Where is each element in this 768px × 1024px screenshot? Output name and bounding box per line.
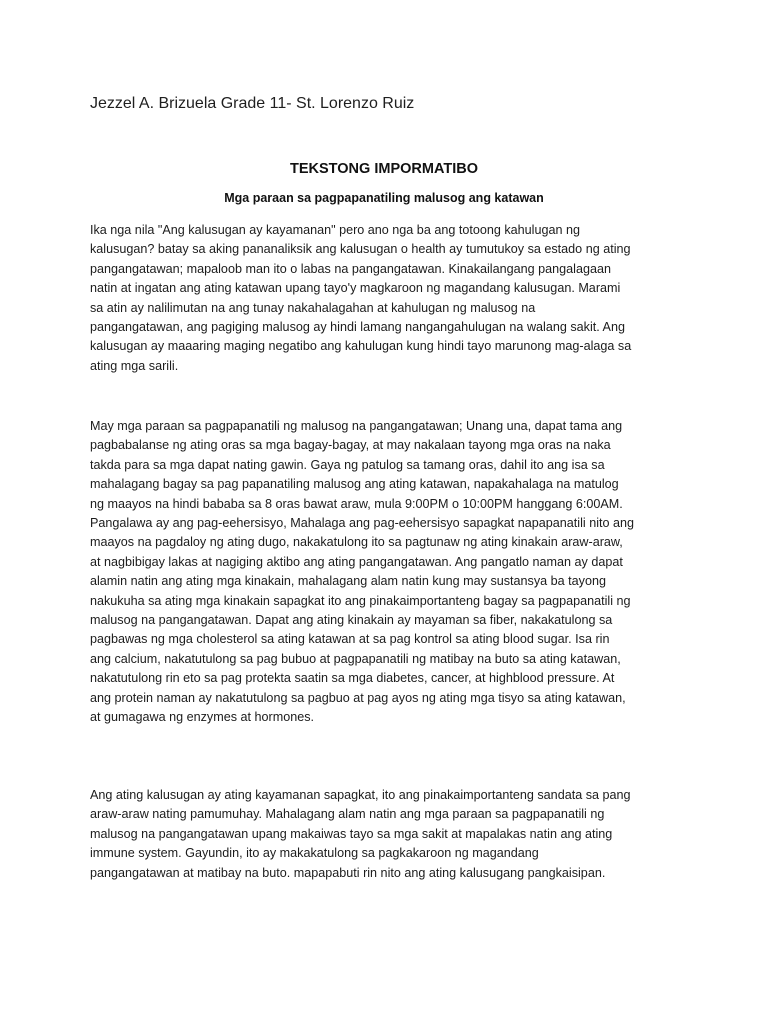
paragraph-line: pangangatawan, ang pagiging malusog ay hindi lamang nangangahulugan na walang sakit. Ang xyxy=(90,320,625,335)
paragraph-line: immune system. Gayundin, ito ay makakatulong sa pagkakaroon ng magandang xyxy=(90,846,539,861)
paragraph-line: Pangalawa ay ang pag-eehersisyo, Mahalaga ang pag-eehersisyo sapagkat napapanatili nito ang xyxy=(90,516,635,531)
paragraph-line: May mga paraan sa pagpapanatili ng malusog na pangangatawan; Unang una, dapat tama ang xyxy=(90,419,623,433)
paragraph-line: kalusugan ay maaaring maging negatibo ang kahulugan kung hindi tayo marunong mag-alaga sa xyxy=(90,339,632,354)
paragraph-line: pangangatawan; mapaloob man ito o labas na pangangatawan. Kinakailangang pangalagaan xyxy=(90,261,611,276)
document-title: TEKSTONG IMPORMATIBO xyxy=(290,161,478,177)
paragraph-line: alamin natin ang ating mga kinakain, mahalagang alam natin kung may sustansya ba tayong xyxy=(90,574,606,589)
paragraph-line: takda para sa mga dapat nating gawin. Gaya ng patulog sa tamang oras, dahil ito ang isa sa xyxy=(90,457,605,472)
document-subtitle: Mga paraan sa pagpapanatiling malusog ang katawan xyxy=(224,191,544,205)
paragraph-line: Ang ating kalusugan ay ating kayamanan sapagkat, ito ang pinakaimportanteng sandata sa pang xyxy=(90,788,631,802)
paragraph-line: Ika nga nila "Ang kalusugan ay kayamanan" pero ano nga ba ang totoong kahulugan ng xyxy=(90,223,580,237)
paragraph-line: pagbawas ng mga cholesterol sa ating katawan at sa pag kontrol sa ating blood sugar. Isa rin xyxy=(90,632,610,647)
paragraph-line: ating mga sarili. xyxy=(90,358,179,373)
paragraph-line: pagbabalanse ng ating oras sa mga bagay-bagay, at may nakalaan tayong mga oras na naka xyxy=(90,438,611,453)
paragraph-line: ang protein naman ay nakatutulong sa pagbuo at pag ayos ng ating mga tisyo sa ating katawan, xyxy=(90,690,626,705)
paragraph-line: at gumagawa ng enzymes at hormones. xyxy=(90,710,315,725)
paragraph-line: sa atin ay nalilimutan na ang tunay nakahalagahan at kahulugan ng malusog na xyxy=(90,300,536,315)
paragraph-line: kalusugan? batay sa aking pananaliksik ang kalusugan o health ay tumutukoy sa estado ng ating xyxy=(90,242,631,257)
paragraph-line: araw-araw nating pamumuhay. Mahalagang alam natin ang mga paraan sa pagpapanatili ng xyxy=(90,807,605,822)
paragraph-methods xyxy=(90,417,690,728)
paragraph-line: ng maayos na hindi bababa sa 8 oras bawat araw, mula 9:00PM o 10:00PM hanggang 6:00AM. xyxy=(90,496,623,511)
paragraph-conclusion xyxy=(90,786,690,883)
paragraph-line: malusog na pangangatawan. Dapat ang ating kinakain ay mayaman sa fiber, nakakatulong sa xyxy=(90,613,613,628)
paragraph-line: malusog na pangangatawan upang makaiwas tayo sa mga sakit at mapalakas natin ang ating xyxy=(90,826,613,841)
paragraph-line: ang calcium, nakatutulong sa pag bubuo at pagpapanatili ng matibay na buto sa ating katawan, xyxy=(90,651,621,666)
paragraph-line: mahalagang bagay sa pag papanatiling malusog ang ating katawan, napakahalaga na matulog xyxy=(90,477,619,492)
author-line: Jezzel A. Brizuela Grade 11- St. Lorenzo Ruiz xyxy=(90,95,415,112)
paragraph-intro xyxy=(90,221,690,376)
paragraph-line: natin at ingatan ang ating katawan upang tayo'y magkaroon ng magandang kalusugan. Marami xyxy=(90,281,621,296)
paragraph-line: at nagbibigay lakas at nagiging aktibo ang ating pangangatawan. Ang pangatlo naman ay dapat xyxy=(90,554,623,569)
paragraph-line: nakukuha sa ating mga kinakain sapagkat ito ang pinakaimportanteng bagay sa pagpapanatili ng xyxy=(90,593,631,608)
paragraph-line: pangangatawan at matibay na buto. mapapabuti rin nito ang ating kalusugang pangkaisipan. xyxy=(90,865,606,880)
paragraph-line: maayos na pagdaloy ng ating dugo, nakakatulong ito sa pagtunaw ng ating kinakain araw-araw, xyxy=(90,535,623,550)
paragraph-line: nakatutulong rin eto sa pag protekta saatin sa mga diabetes, cancer, at highblood pressure. At xyxy=(90,671,615,686)
